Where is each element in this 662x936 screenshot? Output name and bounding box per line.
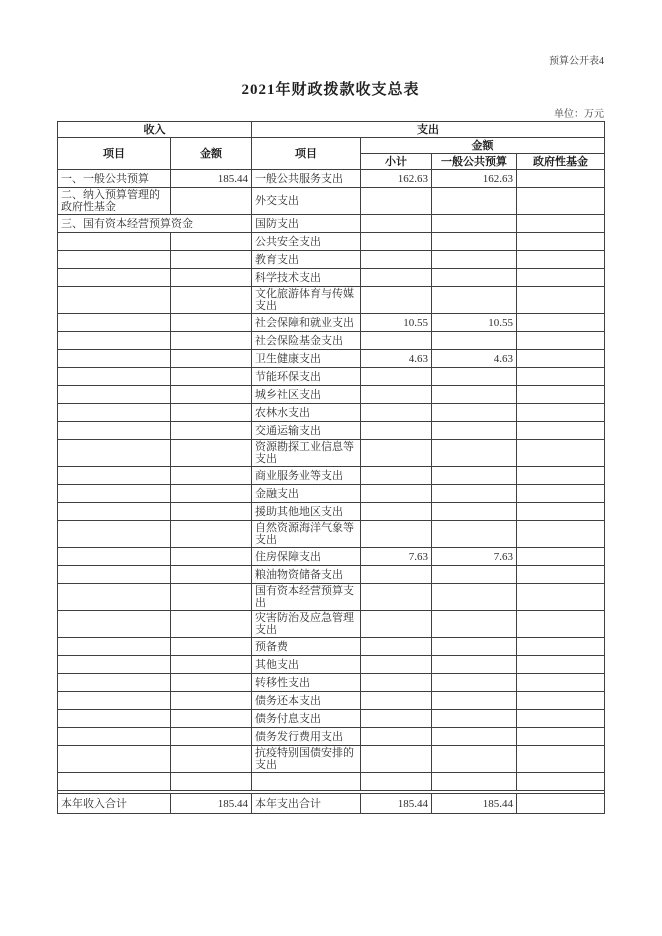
- expense-item-cell: 教育支出: [252, 251, 361, 269]
- income-amount-header: 金额: [171, 138, 252, 170]
- income-amount-cell: [171, 611, 252, 638]
- government-fund-cell: [517, 638, 605, 656]
- income-amount-cell: [171, 728, 252, 746]
- expense-item-cell: 灾害防治及应急管理支出: [252, 611, 361, 638]
- general-public-budget-cell: [432, 386, 517, 404]
- table-row: [58, 404, 605, 422]
- general-public-budget-cell: [432, 404, 517, 422]
- government-fund-cell: [517, 692, 605, 710]
- income-item-cell: [58, 386, 171, 404]
- subtotal-cell: [361, 233, 432, 251]
- total-row: [58, 794, 605, 814]
- income-item-cell: [58, 503, 171, 521]
- income-amount-cell: [171, 503, 252, 521]
- income-item-cell: [58, 422, 171, 440]
- subtotal-cell: [361, 692, 432, 710]
- income-amount-cell: [171, 287, 252, 314]
- income-item-cell: [58, 440, 171, 467]
- income-amount-cell: 185.44: [171, 794, 252, 814]
- expense-item-cell: 粮油物资储备支出: [252, 566, 361, 584]
- subtotal-cell: [361, 287, 432, 314]
- income-item-cell: [58, 566, 171, 584]
- general-public-budget-cell: [432, 656, 517, 674]
- general-public-budget-cell: [432, 566, 517, 584]
- general-public-budget-cell: [432, 638, 517, 656]
- expense-item-cell: 社会保险基金支出: [252, 332, 361, 350]
- income-item-cell: 二、纳入预算管理的政府性基金: [58, 188, 171, 215]
- government-fund-cell: [517, 656, 605, 674]
- subtotal-cell: [361, 269, 432, 287]
- general-public-budget-cell: 185.44: [432, 794, 517, 814]
- expense-item-cell: 一般公共服务支出: [252, 170, 361, 188]
- subtotal-cell: 162.63: [361, 170, 432, 188]
- general-public-budget-cell: [432, 584, 517, 611]
- table-row: [58, 692, 605, 710]
- income-item-cell: [58, 332, 171, 350]
- table-row: [58, 314, 605, 332]
- table-row: [58, 521, 605, 548]
- income-amount-cell: [171, 350, 252, 368]
- general-public-budget-cell: 162.63: [432, 170, 517, 188]
- subtotal-cell: [361, 638, 432, 656]
- expense-item-cell: 转移性支出: [252, 674, 361, 692]
- general-public-budget-cell: 4.63: [432, 350, 517, 368]
- government-fund-cell: [517, 170, 605, 188]
- government-fund-cell: [517, 332, 605, 350]
- government-fund-cell: [517, 188, 605, 215]
- general-public-budget-cell: 7.63: [432, 548, 517, 566]
- expense-item-cell: 自然资源海洋气象等支出: [252, 521, 361, 548]
- income-item-cell: 一、一般公共预算: [58, 170, 171, 188]
- income-amount-cell: [171, 251, 252, 269]
- income-item-cell: [58, 287, 171, 314]
- subtotal-cell: 10.55: [361, 314, 432, 332]
- general-public-budget-cell: [432, 215, 517, 233]
- income-item-cell: [58, 638, 171, 656]
- government-fund-cell: [517, 404, 605, 422]
- subtotal-cell: [361, 485, 432, 503]
- subtotal-cell: [361, 440, 432, 467]
- table-row: [58, 233, 605, 251]
- table-row: [58, 674, 605, 692]
- table-row: [58, 269, 605, 287]
- subtotal-cell: [361, 611, 432, 638]
- expense-item-cell: 交通运输支出: [252, 422, 361, 440]
- subtotal-cell: [361, 710, 432, 728]
- table-body: [58, 170, 605, 814]
- income-item-cell: [58, 485, 171, 503]
- subtotal-cell: 7.63: [361, 548, 432, 566]
- income-item-cell: [58, 314, 171, 332]
- general-public-budget-cell: [432, 368, 517, 386]
- income-amount-cell: [171, 368, 252, 386]
- expense-item-cell: 科学技术支出: [252, 269, 361, 287]
- income-item-cell: [58, 269, 171, 287]
- table-row: [58, 656, 605, 674]
- income-item-cell: [58, 368, 171, 386]
- subtotal-cell: [361, 773, 432, 791]
- expense-item-cell: 债务付息支出: [252, 710, 361, 728]
- income-amount-cell: [171, 485, 252, 503]
- expense-item-cell: 预备费: [252, 638, 361, 656]
- income-amount-cell: [171, 440, 252, 467]
- table-row: [58, 386, 605, 404]
- section-header-row: [58, 122, 605, 138]
- table-row: [58, 566, 605, 584]
- subtotal-cell: [361, 332, 432, 350]
- income-section-header: 收入: [58, 122, 252, 138]
- general-public-budget-cell: [432, 269, 517, 287]
- table-row: [58, 746, 605, 773]
- income-amount-cell: [171, 656, 252, 674]
- income-item-cell: [58, 773, 171, 791]
- general-public-budget-cell: [432, 710, 517, 728]
- government-fund-header: 政府性基金: [517, 154, 605, 170]
- income-amount-cell: [171, 710, 252, 728]
- government-fund-cell: [517, 314, 605, 332]
- subtotal-cell: [361, 746, 432, 773]
- government-fund-cell: [517, 287, 605, 314]
- expense-item-cell: 住房保障支出: [252, 548, 361, 566]
- income-amount-cell: [171, 332, 252, 350]
- income-item-cell: 三、国有资本经营预算资金: [58, 215, 252, 233]
- table-row: [58, 251, 605, 269]
- expense-item-cell: 金融支出: [252, 485, 361, 503]
- expense-item-cell: 文化旅游体育与传媒支出: [252, 287, 361, 314]
- expense-section-header: 支出: [252, 122, 605, 138]
- expense-amount-header: 金额: [361, 138, 605, 154]
- government-fund-cell: [517, 350, 605, 368]
- government-fund-cell: [517, 368, 605, 386]
- general-public-budget-cell: [432, 188, 517, 215]
- income-amount-cell: [171, 422, 252, 440]
- government-fund-cell: [517, 773, 605, 791]
- table-row: [58, 467, 605, 485]
- government-fund-cell: [517, 422, 605, 440]
- table-row: [58, 440, 605, 467]
- subtotal-cell: [361, 386, 432, 404]
- general-public-budget-cell: [432, 611, 517, 638]
- expense-item-cell: 资源勘探工业信息等支出: [252, 440, 361, 467]
- government-fund-cell: [517, 251, 605, 269]
- income-amount-cell: 185.44: [171, 170, 252, 188]
- subtotal-cell: [361, 503, 432, 521]
- government-fund-cell: [517, 386, 605, 404]
- general-public-budget-cell: [432, 674, 517, 692]
- income-amount-cell: [171, 674, 252, 692]
- general-public-budget-cell: [432, 692, 517, 710]
- subtotal-cell: [361, 368, 432, 386]
- income-item-cell: [58, 656, 171, 674]
- expense-item-cell: 本年支出合计: [252, 794, 361, 814]
- subtotal-cell: [361, 188, 432, 215]
- general-public-budget-cell: [432, 467, 517, 485]
- table-row: [58, 584, 605, 611]
- expense-item-cell: 节能环保支出: [252, 368, 361, 386]
- table-row: [58, 215, 605, 233]
- expense-item-cell: 农林水支出: [252, 404, 361, 422]
- government-fund-cell: [517, 233, 605, 251]
- income-amount-cell: [171, 521, 252, 548]
- table-row: [58, 287, 605, 314]
- general-public-budget-cell: [432, 728, 517, 746]
- general-public-budget-cell: 10.55: [432, 314, 517, 332]
- subtotal-cell: [361, 656, 432, 674]
- government-fund-cell: [517, 503, 605, 521]
- subtotal-cell: [361, 674, 432, 692]
- subtotal-cell: [361, 521, 432, 548]
- expense-item-cell: 债务还本支出: [252, 692, 361, 710]
- income-amount-cell: [171, 566, 252, 584]
- income-item-cell: [58, 350, 171, 368]
- doc-label: 预算公开表4: [549, 56, 604, 67]
- income-amount-cell: [171, 404, 252, 422]
- government-fund-cell: [517, 467, 605, 485]
- expense-item-cell: 国防支出: [252, 215, 361, 233]
- subtotal-cell: [361, 566, 432, 584]
- table-row: [58, 188, 605, 215]
- subtotal-cell: [361, 728, 432, 746]
- government-fund-cell: [517, 269, 605, 287]
- government-fund-cell: [517, 611, 605, 638]
- table-row: [58, 332, 605, 350]
- general-public-budget-cell: [432, 440, 517, 467]
- income-item-cell: [58, 611, 171, 638]
- expense-item-cell: 社会保障和就业支出: [252, 314, 361, 332]
- expense-item-cell: 国有资本经营预算支出: [252, 584, 361, 611]
- income-amount-cell: [171, 692, 252, 710]
- income-item-cell: [58, 692, 171, 710]
- government-fund-cell: [517, 215, 605, 233]
- income-item-cell: [58, 404, 171, 422]
- expense-item-cell: 外交支出: [252, 188, 361, 215]
- income-amount-cell: [171, 638, 252, 656]
- table-header: [58, 122, 605, 170]
- government-fund-cell: [517, 710, 605, 728]
- expense-item-cell: 援助其他地区支出: [252, 503, 361, 521]
- expense-item-cell: 其他支出: [252, 656, 361, 674]
- general-public-budget-cell: [432, 485, 517, 503]
- general-public-budget-cell: [432, 251, 517, 269]
- table-row: [58, 548, 605, 566]
- general-public-budget-cell: [432, 233, 517, 251]
- table-row: [58, 368, 605, 386]
- table-row: [58, 773, 605, 791]
- page-title: 2021年财政拨款收支总表: [241, 82, 420, 98]
- expense-item-cell: 城乡社区支出: [252, 386, 361, 404]
- table-row: [58, 638, 605, 656]
- subtotal-cell: [361, 215, 432, 233]
- general-public-budget-header: 一般公共预算: [432, 154, 517, 170]
- government-fund-cell: [517, 548, 605, 566]
- income-item-cell: [58, 467, 171, 485]
- income-item-cell: [58, 746, 171, 773]
- subtotal-header: 小计: [361, 154, 432, 170]
- income-item-header: 项目: [58, 138, 171, 170]
- general-public-budget-cell: [432, 422, 517, 440]
- income-item-cell: [58, 728, 171, 746]
- expense-item-header: 项目: [252, 138, 361, 170]
- government-fund-cell: [517, 746, 605, 773]
- unit-label: 单位：万元: [554, 109, 604, 120]
- income-amount-cell: [171, 548, 252, 566]
- income-item-cell: [58, 233, 171, 251]
- table-row: [58, 503, 605, 521]
- income-item-cell: [58, 710, 171, 728]
- government-fund-cell: [517, 440, 605, 467]
- budget-summary-table: [57, 121, 605, 814]
- general-public-budget-cell: [432, 746, 517, 773]
- subtotal-cell: [361, 422, 432, 440]
- government-fund-cell: [517, 521, 605, 548]
- expense-item-cell: 卫生健康支出: [252, 350, 361, 368]
- table-row: [58, 611, 605, 638]
- income-amount-cell: [171, 386, 252, 404]
- income-amount-cell: [171, 467, 252, 485]
- government-fund-cell: [517, 728, 605, 746]
- income-amount-cell: [171, 584, 252, 611]
- general-public-budget-cell: [432, 503, 517, 521]
- subtotal-cell: [361, 404, 432, 422]
- table-row: [58, 170, 605, 188]
- subtotal-cell: 4.63: [361, 350, 432, 368]
- expense-item-cell: 债务发行费用支出: [252, 728, 361, 746]
- government-fund-cell: [517, 674, 605, 692]
- income-item-cell: [58, 674, 171, 692]
- column-header-row: [58, 138, 605, 154]
- expense-item-cell: 公共安全支出: [252, 233, 361, 251]
- general-public-budget-cell: [432, 773, 517, 791]
- income-item-cell: [58, 251, 171, 269]
- general-public-budget-cell: [432, 287, 517, 314]
- subtotal-cell: [361, 584, 432, 611]
- general-public-budget-cell: [432, 332, 517, 350]
- table-row: [58, 485, 605, 503]
- income-item-cell: [58, 548, 171, 566]
- government-fund-cell: [517, 485, 605, 503]
- expense-item-cell: 抗疫特别国债安排的支出: [252, 746, 361, 773]
- income-item-cell: 本年收入合计: [58, 794, 171, 814]
- government-fund-cell: [517, 584, 605, 611]
- subtotal-cell: [361, 251, 432, 269]
- income-amount-cell: [171, 746, 252, 773]
- table-row: [58, 728, 605, 746]
- income-amount-cell: [171, 773, 252, 791]
- government-fund-cell: [517, 566, 605, 584]
- income-amount-cell: [171, 233, 252, 251]
- general-public-budget-cell: [432, 521, 517, 548]
- expense-item-cell: 商业服务业等支出: [252, 467, 361, 485]
- income-amount-cell: [171, 314, 252, 332]
- subtotal-cell: 185.44: [361, 794, 432, 814]
- subtotal-cell: [361, 467, 432, 485]
- expense-item-cell: [252, 773, 361, 791]
- income-item-cell: [58, 521, 171, 548]
- income-amount-cell: [171, 269, 252, 287]
- table-row: [58, 422, 605, 440]
- income-item-cell: [58, 584, 171, 611]
- income-amount-cell: [171, 188, 252, 215]
- government-fund-cell: [517, 794, 605, 814]
- table-row: [58, 350, 605, 368]
- table-row: [58, 710, 605, 728]
